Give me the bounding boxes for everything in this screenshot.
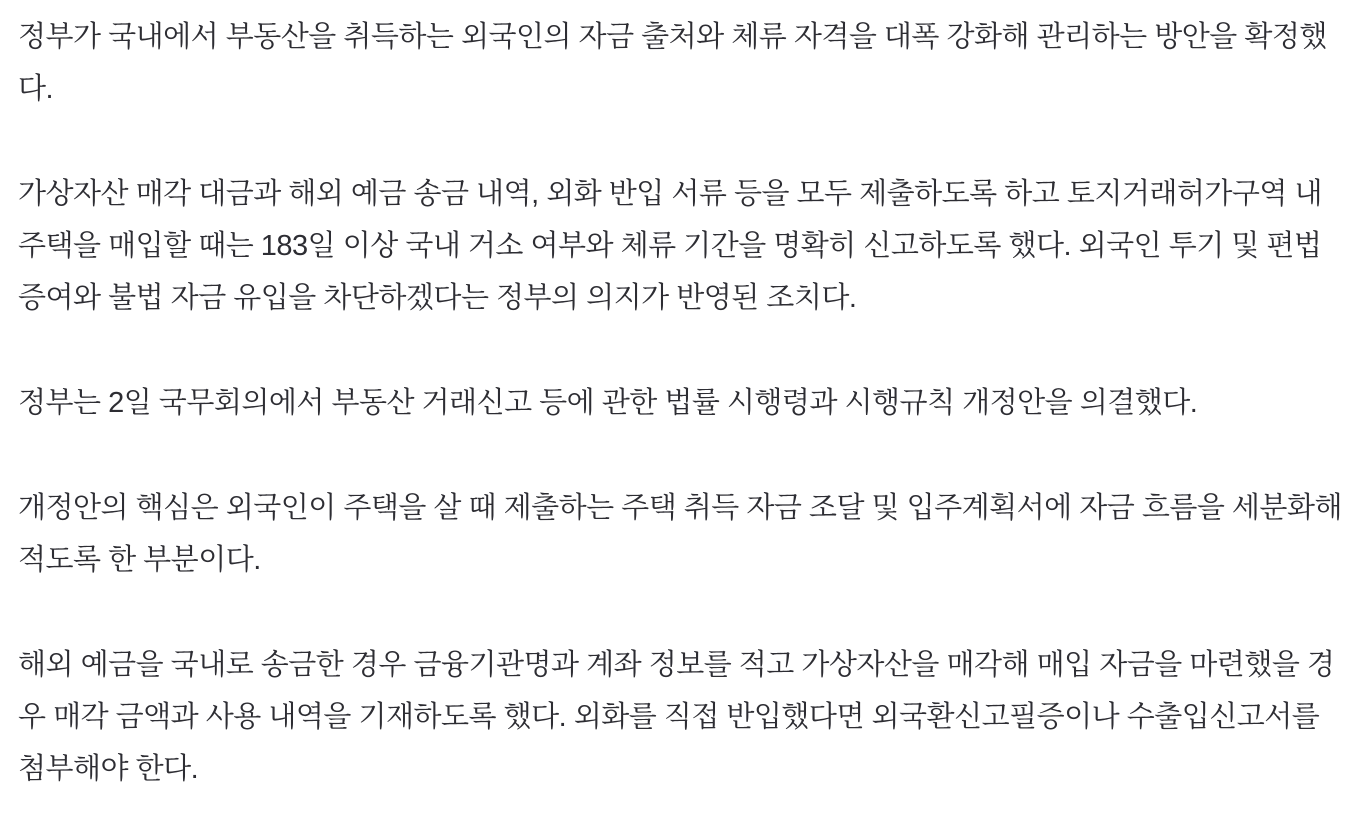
article-paragraph-3: 정부는 2일 국무회의에서 부동산 거래신고 등에 관한 법률 시행령과 시행규칙 개정안을 의결했다.: [18, 387, 1198, 419]
article-paragraph-1: 정부가 국내에서 부동산을 취득하는 외국인의 자금 출처와 체류 자격을 대폭 강화해 관리하는 방안을 확정했다.: [18, 21, 1327, 105]
article-paragraph-4: 개정안의 핵심은 외국인이 주택을 살 때 제출하는 주택 취득 자금 조달 및 입주계획서에 자금 흐름을 세분화해 적도록 한 부분이다.: [18, 492, 1342, 576]
article-paragraph-5: 해외 예금을 국내로 송금한 경우 금융기관명과 계좌 정보를 적고 가상자산을 매각해 매입 자금을 마련했을 경우 매각 금액과 사용 내역을 기재하도록 했다. 외화를 직접 반입했다면 외국환신고필증이나 수출입신고서를 첨부해야 한다.: [18, 649, 1335, 785]
article-paragraph-2: 가상자산 매각 대금과 해외 예금 송금 내역, 외화 반입 서류 등을 모두 제출하도록 하고 토지거래허가구역 내 주택을 매입할 때는 183일 이상 국내 거소 여부와 체류 기간을 명확히 신고하도록 했다. 외국인 투기 및 편법 증여와 불법 자금 유입을 차단하겠다는 정부의 의지가 반영된 조치다.: [18, 178, 1323, 314]
